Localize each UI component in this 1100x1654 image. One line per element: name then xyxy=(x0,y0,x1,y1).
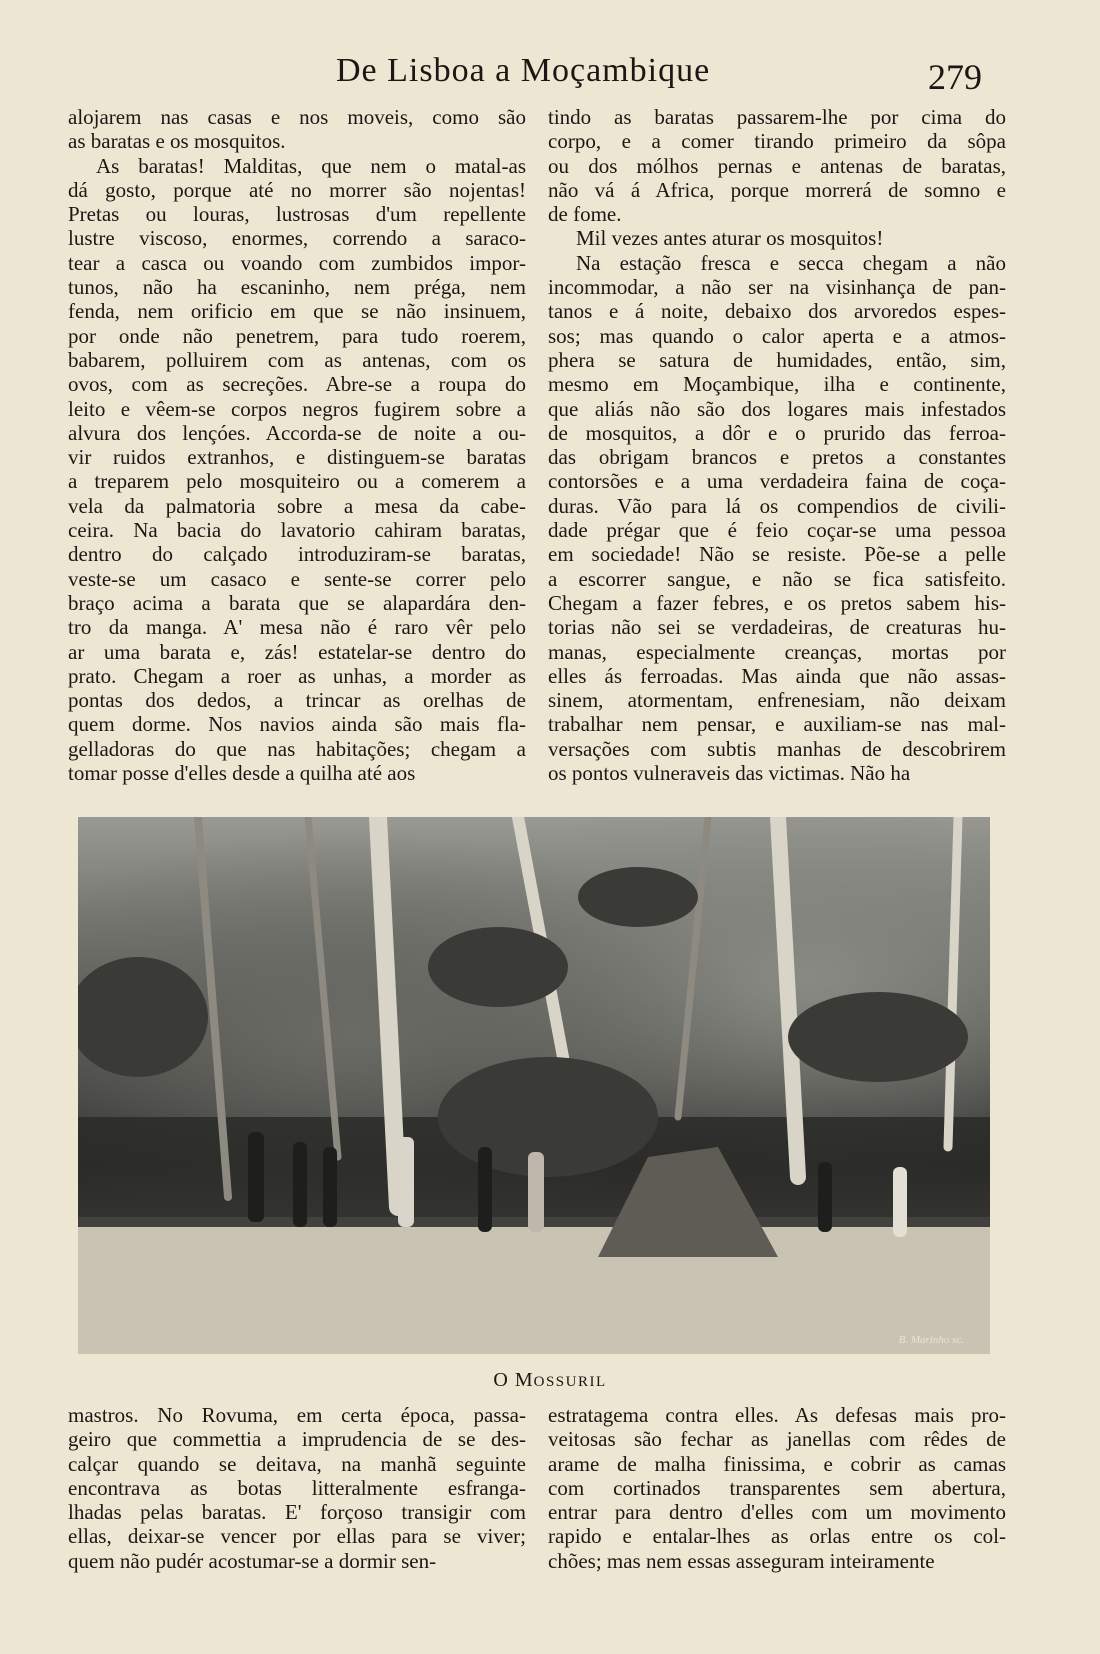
text-line: sinem, atormentam, enfrenesiam, não deixam xyxy=(548,688,1006,713)
text-line: encontrava as botas litteralmente esfranga- xyxy=(68,1475,526,1500)
text-line: contorsões e a uma verdadeira faina de coça- xyxy=(548,469,1006,494)
text-line: torias não sei se verdadeiras, de creaturas hu- xyxy=(548,615,1006,640)
text-line: braço acima a barata que se alapardára den- xyxy=(68,590,526,615)
text-line: os pontos vulneraveis das victimas. Não ha xyxy=(548,761,911,786)
text-line: as baratas e os mosquitos. xyxy=(68,129,286,154)
text-line: tomar posse d'elles desde a quilha até aos xyxy=(68,761,416,786)
text-line: babarem, polluirem com as antenas, com os xyxy=(68,347,526,372)
text-column-bottom-right xyxy=(548,1403,1006,1573)
text-line: não vá á Africa, porque morrerá de somno e xyxy=(548,177,1006,202)
text-line: mesmo em Moçambique, ilha e continente, xyxy=(548,372,1006,397)
text-line: alojarem nas casas e nos moveis, como são xyxy=(68,105,526,129)
text-line: veitosas são fechar as janellas com rêdes de xyxy=(548,1427,1006,1452)
text-line: Pretas ou louras, lustrosas d'um repellente xyxy=(68,202,526,227)
text-line: Na estação fresca e secca chegam a não xyxy=(576,250,1006,275)
text-line: corpo, e a comer tirando primeiro da sôpa xyxy=(548,129,1006,154)
text-line: em sociedade! Não se resiste. Põe-se a pelle xyxy=(548,542,1006,567)
text-line: chões; mas nem essas asseguram inteiramente xyxy=(548,1548,935,1573)
ground xyxy=(78,1217,990,1354)
text-line: tanos e á noite, debaixo dos arvoredos espes- xyxy=(548,299,1006,324)
text-line: ar uma barata e, zás! estatelar-se dentro do xyxy=(68,639,526,664)
text-line: ceira. Na bacia do lavatorio cahiram baratas, xyxy=(68,518,526,543)
caption-rest: OSSURIL xyxy=(533,1374,607,1390)
text-line: que aliás não são dos logares mais infestados xyxy=(548,396,1006,421)
text-line: de mosquitos, a dôr e o prurido das ferroa- xyxy=(548,420,1006,445)
text-line: com cortinados transparentes sem abertura, xyxy=(548,1475,1006,1500)
running-title: De Lisboa a Moçambique xyxy=(336,52,711,89)
text-line: tunos, não ha escaninho, nem préga, nem xyxy=(68,275,526,300)
text-line: arame de malha finissima, e cobrir as camas xyxy=(548,1451,1006,1476)
text-line: duras. Vão para lá os compendios de civili- xyxy=(548,493,1006,518)
page-header xyxy=(0,52,1100,102)
text-column-bottom-left xyxy=(68,1403,526,1573)
text-line: leito e vêem-se corpos negros fugirem sobre a xyxy=(68,396,526,421)
illustration-caption xyxy=(0,1369,1100,1392)
text-line: tro da manga. A' mesa não é raro vêr pelo xyxy=(68,615,526,640)
text-line: a escorrer sangue, e não se fica satisfeito. xyxy=(548,566,1006,591)
text-line: rapido e entalar-lhes as orlas entre os col- xyxy=(548,1524,1006,1549)
text-line: alvura dos lençóes. Accorda-se de noite a ou- xyxy=(68,420,526,445)
text-line: lhadas pelas baratas. E' forçoso transigir com xyxy=(68,1500,526,1525)
text-line: Chegam a fazer febres, e os pretos sabem his- xyxy=(548,590,1006,615)
text-line: incommodar, a não ser na visinhança de pan- xyxy=(548,275,1006,300)
text-column-top-right xyxy=(548,105,1006,785)
text-line: vir ruidos extranhos, e distinguem-se baratas xyxy=(68,445,526,470)
mossuril-photograph xyxy=(78,817,990,1354)
text-line: lustre viscoso, enormes, correndo a saraco- xyxy=(68,226,526,251)
text-line: veste-se um casaco e sente-se correr pelo xyxy=(68,566,526,591)
text-line: ou dos mólhos pernas e antenas de baratas, xyxy=(548,153,1006,178)
page-number: 279 xyxy=(928,57,982,97)
text-line: estratagema contra elles. As defesas mais pro- xyxy=(548,1403,1006,1427)
text-line: trabalhar nem pensar, e auxiliam-se nas mal- xyxy=(548,712,1006,737)
text-line: por onde não penetrem, para tudo roerem, xyxy=(68,323,526,348)
text-line: tindo as baratas passarem-lhe por cima do xyxy=(548,105,1006,129)
text-line: pontas dos dedos, a trincar as orelhas de xyxy=(68,688,526,713)
text-line: prato. Chegam a roer as unhas, a morder as xyxy=(68,663,526,688)
text-line: dá gosto, porque até no morrer são nojentas! xyxy=(68,177,526,202)
text-line: tear a casca ou voando com zumbidos impor- xyxy=(68,250,526,275)
text-line: vela da palmatoria sobre a mesa da cabe- xyxy=(68,493,526,518)
text-line: As baratas! Malditas, que nem o matal-as xyxy=(96,153,526,178)
text-line: Mil vezes antes aturar os mosquitos! xyxy=(576,226,884,251)
text-line: fenda, nem orificio em que se não insinuem, xyxy=(68,299,526,324)
palm-grove-drawing xyxy=(78,817,990,1354)
text-line: de fome. xyxy=(548,202,622,227)
text-line: manas, especialmente creanças, mortas por xyxy=(548,639,1006,664)
text-line: entrar para dentro d'elles com um movimento xyxy=(548,1500,1006,1525)
text-line: calçar quando se deitava, na manhã seguinte xyxy=(68,1451,526,1476)
text-line: quem dorme. Nos navios ainda são mais fla- xyxy=(68,712,526,737)
text-line: geiro que commettia a imprudencia de se des- xyxy=(68,1427,526,1452)
engraver-signature: B. Marinho sc. xyxy=(898,1334,964,1346)
text-line: das obrigam brancos e pretos a constantes xyxy=(548,445,1006,470)
text-line: quem não pudér acostumar-se a dormir sen- xyxy=(68,1548,437,1573)
text-line: gelladoras do que nas habitações; chegam a xyxy=(68,736,526,761)
text-line: versações com subtis manhas de descobrirem xyxy=(548,736,1006,761)
text-line: sos; mas quando o calor aperta e a atmos- xyxy=(548,323,1006,348)
text-line: dade prégar que é feio coçar-se uma pessoa xyxy=(548,518,1006,543)
text-line: elles ás ferroadas. Mas ainda que não assas- xyxy=(548,663,1006,688)
text-line: a treparem pelo mosquiteiro ou a comerem a xyxy=(68,469,526,494)
caption-initial: O M xyxy=(493,1369,534,1391)
text-line: dentro do calçado introduziram-se baratas, xyxy=(68,542,526,567)
text-line: phera se satura de humidades, então, sim, xyxy=(548,347,1006,372)
text-column-top-left xyxy=(68,105,526,785)
text-line: ovos, com as secreções. Abre-se a roupa do xyxy=(68,372,526,397)
text-line: mastros. No Rovuma, em certa época, passa- xyxy=(68,1403,526,1427)
text-line: ellas, deixar-se vencer por ellas para se viver; xyxy=(68,1524,526,1549)
